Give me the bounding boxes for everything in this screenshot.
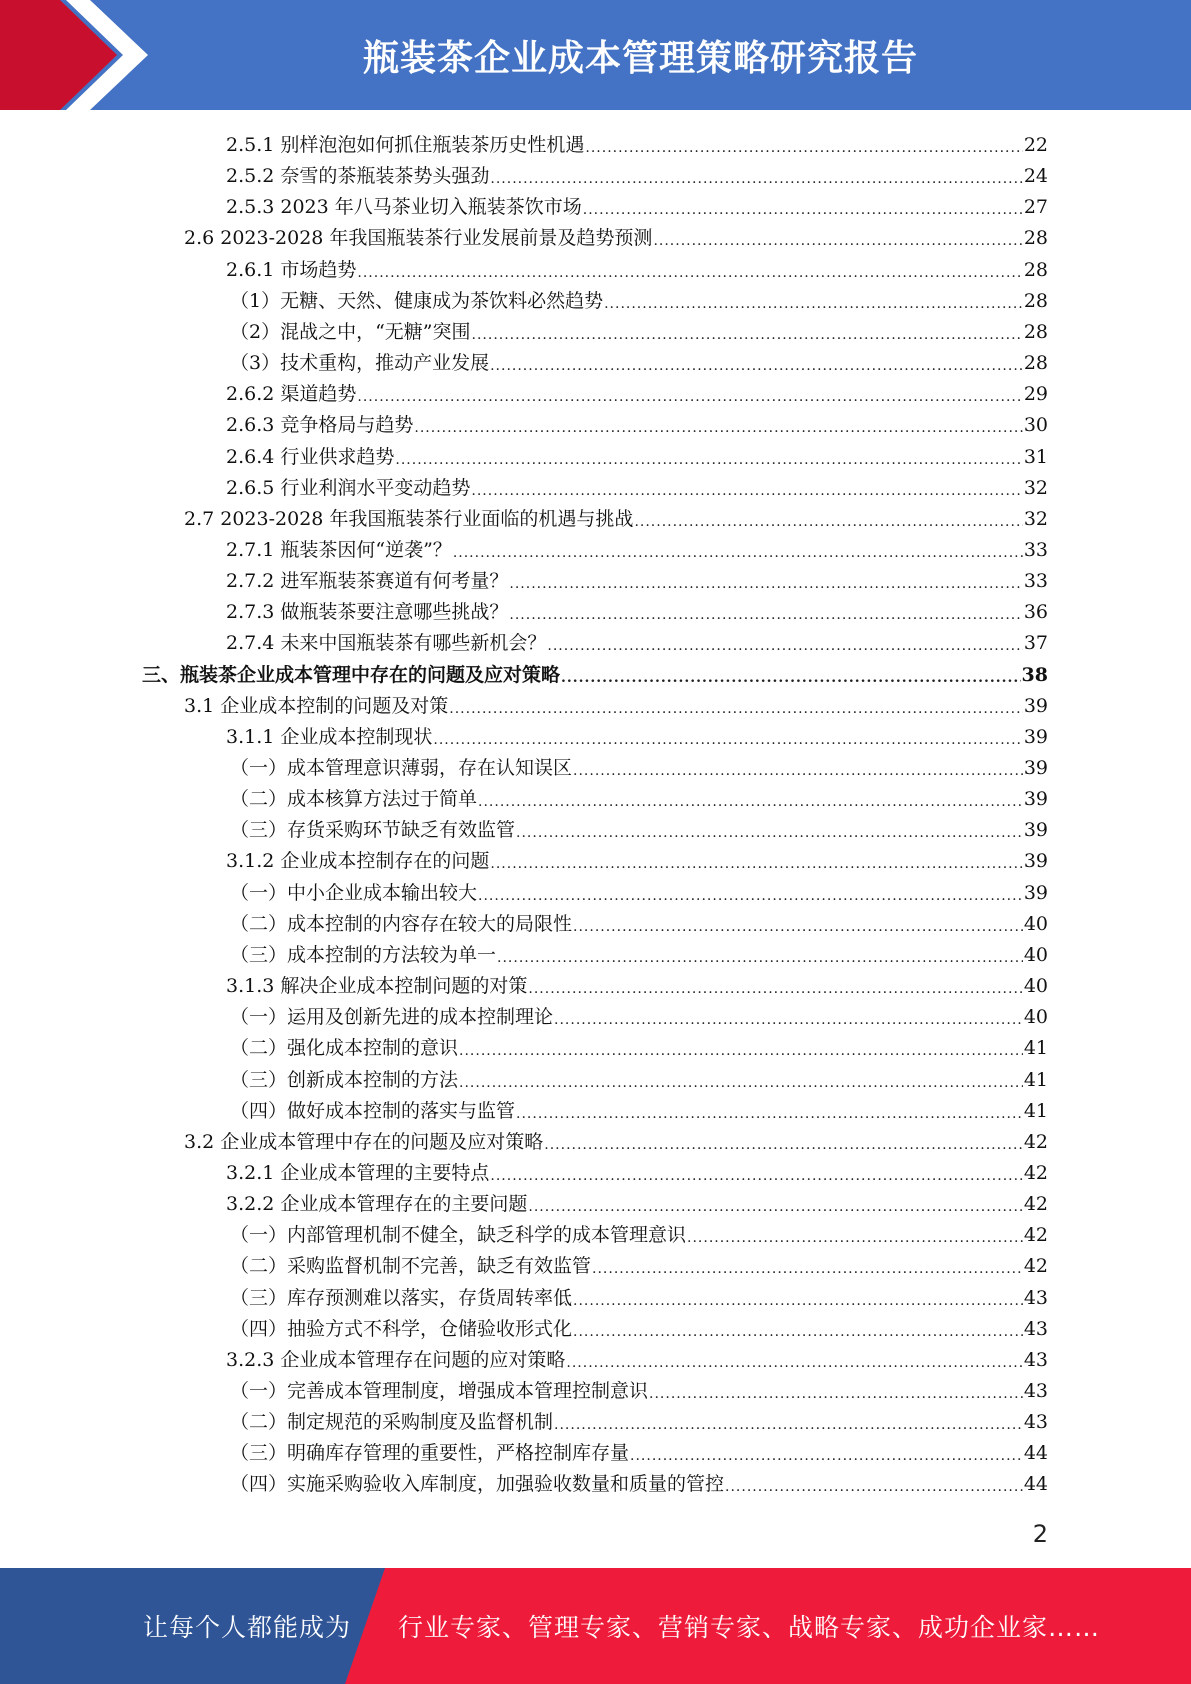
toc-entry-title: 2.7.2 进军瓶装茶赛道有何考量？ (226, 570, 509, 593)
toc-dot-leader (453, 537, 1023, 563)
toc-entry-title: 2.7 2023-2028 年我国瓶装茶行业面临的机遇与挑战 (184, 507, 634, 530)
toc-entry-page: 33 (1023, 538, 1048, 561)
toc-entry-page: 42 (1023, 1193, 1048, 1216)
toc-entry-page: 43 (1023, 1317, 1048, 1340)
toc-entry-title: 3.2.1 企业成本管理的主要特点 (226, 1161, 490, 1184)
toc-entry-title: （一）成本管理意识薄弱，存在认知误区 (230, 757, 573, 779)
toc-entry[interactable] (226, 719, 1048, 750)
toc-entry[interactable] (226, 563, 1048, 594)
toc-entry-title: 2.6.5 行业利润水平变动趋势 (226, 476, 471, 499)
toc-entry-title: 3.2 企业成本管理中存在的问题及应对策略 (184, 1130, 544, 1153)
toc-entry[interactable] (230, 1280, 1048, 1311)
toc-dot-leader (725, 1471, 1023, 1497)
toc-entry-title: 2.6.1 市场趋势 (226, 258, 357, 281)
toc-entry-page: 40 (1023, 975, 1048, 998)
toc-entry-page: 42 (1023, 1161, 1048, 1184)
toc-entry-title: （1）无糖、天然、健康成为茶饮料必然趋势 (230, 289, 604, 312)
toc-entry[interactable] (230, 345, 1048, 376)
toc-entry[interactable] (226, 252, 1048, 283)
footer-slogan-right: 行业专家、管理专家、营销专家、战略专家、成功企业家…… (398, 1613, 1101, 1642)
toc-entry-title: 3.2.3 企业成本管理存在问题的应对策略 (226, 1348, 566, 1371)
toc-entry-page: 30 (1023, 414, 1048, 437)
toc-entry-page: 40 (1023, 943, 1048, 966)
toc-entry[interactable] (230, 812, 1048, 843)
toc-dot-leader (687, 1222, 1023, 1248)
toc-entry-page: 28 (1023, 258, 1048, 281)
toc-entry-title: （三）存货采购环节缺乏有效监管 (230, 819, 516, 842)
toc-entry-title: 2.7.3 做瓶装茶要注意哪些挑战？ (226, 601, 509, 624)
toc-entry-page: 41 (1023, 1068, 1048, 1091)
toc-dot-leader (566, 1347, 1022, 1373)
toc-entry-page: 39 (1023, 694, 1048, 717)
toc-entry-title: 三、瓶装茶企业成本管理中存在的问题及应对策略 (142, 663, 561, 686)
toc-dot-leader (544, 1129, 1023, 1155)
toc-entry-page: 43 (1023, 1380, 1048, 1402)
toc-entry-page: 40 (1023, 1006, 1048, 1029)
toc-entry[interactable] (226, 189, 1048, 220)
toc-entry-page: 39 (1023, 725, 1048, 748)
toc-entry-page: 39 (1023, 788, 1048, 811)
toc-entry-page: 28 (1023, 352, 1048, 375)
toc-entry-page: 41 (1023, 1099, 1048, 1122)
toc-entry[interactable] (226, 127, 1048, 158)
toc-dot-leader (509, 599, 1022, 625)
toc-entry-page: 32 (1023, 476, 1048, 499)
toc-dot-leader (490, 1160, 1022, 1186)
footer-slogan-left: 让每个人都能成为 (143, 1613, 352, 1642)
toc-dot-leader (573, 1285, 1023, 1311)
toc-entry-page: 28 (1023, 227, 1048, 250)
toc-entry[interactable] (226, 1186, 1048, 1217)
toc-entry-title: （四）做好成本控制的落实与监管 (230, 1099, 516, 1122)
toc-dot-leader (554, 1409, 1023, 1435)
toc-entry-title: （四）抽验方式不科学，仓储验收形式化 (230, 1317, 573, 1340)
toc-dot-leader (554, 1004, 1023, 1030)
toc-dot-leader (573, 911, 1023, 937)
toc-entry-page: 43 (1023, 1411, 1048, 1434)
toc-entry-page: 39 (1023, 757, 1048, 779)
toc-dot-leader (509, 568, 1022, 594)
toc-entry-page: 31 (1023, 445, 1048, 468)
toc-entry[interactable] (226, 594, 1048, 625)
toc-entry[interactable] (226, 625, 1048, 656)
toc-dot-leader (583, 194, 1023, 220)
page-number: 2 (1032, 1520, 1048, 1548)
toc-entry[interactable] (226, 439, 1048, 470)
toc-entry-title: 3.1.3 解决企业成本控制问题的对策 (226, 975, 528, 998)
toc-entry-title: （三）库存预测难以落实，存货周转率低 (230, 1286, 573, 1309)
toc-entry-title: （二）成本核算方法过于简单 (230, 788, 478, 811)
toc-dot-leader (528, 973, 1022, 999)
toc-entry-title: （二）强化成本控制的意识 (230, 1037, 459, 1060)
toc-dot-leader (649, 1378, 1023, 1404)
toc-entry-page: 44 (1023, 1473, 1048, 1496)
document-title: 瓶装茶企业成本管理策略研究报告 (362, 37, 918, 79)
toc-entry-page: 42 (1023, 1224, 1048, 1247)
toc-entry-title: 3.1.2 企业成本控制存在的问题 (226, 850, 490, 873)
page-footer (0, 1568, 1191, 1684)
toc-entry-page: 38 (1021, 663, 1048, 686)
toc-entry-title: （3）技术重构，推动产业发展 (230, 352, 490, 375)
toc-entry[interactable] (230, 906, 1048, 937)
toc-entry[interactable] (230, 1404, 1048, 1435)
toc-entry-title: （二）制定规范的采购制度及监督机制 (230, 1411, 554, 1434)
toc-entry-page: 43 (1023, 1286, 1048, 1309)
toc-dot-leader (604, 288, 1023, 314)
toc-entry-page: 27 (1023, 196, 1048, 219)
toc-dot-leader (547, 630, 1022, 656)
toc-entry-page: 33 (1023, 570, 1048, 593)
toc-entry-title: 2.5.3 2023 年八马茶业切入瓶装茶饮市场 (226, 196, 582, 219)
toc-dot-leader (478, 880, 1023, 906)
toc-entry-title: （三）成本控制的方法较为单一 (230, 943, 497, 966)
toc-entry[interactable] (226, 470, 1048, 501)
toc-entry-title: （四）实施采购验收入库制度，加强验收数量和质量的管控 (230, 1473, 725, 1496)
toc-entry-title: （一）运用及创新先进的成本控制理论 (230, 1006, 554, 1029)
toc-entry[interactable] (226, 968, 1048, 999)
toc-dot-leader (516, 817, 1023, 843)
toc-entry[interactable] (230, 1311, 1048, 1342)
toc-entry[interactable] (230, 1435, 1048, 1466)
toc-entry[interactable] (226, 376, 1048, 407)
toc-entry[interactable] (226, 158, 1048, 189)
toc-dot-leader (653, 225, 1022, 251)
toc-entry-title: 2.5.1 别样泡泡如何抓住瓶装茶历史性机遇 (226, 134, 585, 156)
toc-dot-leader (472, 319, 1023, 345)
toc-entry-title: 2.6.4 行业供求趋势 (226, 445, 395, 468)
toc-entry-page: 40 (1023, 912, 1048, 935)
toc-entry[interactable] (230, 1217, 1048, 1248)
toc-dot-leader (414, 412, 1022, 438)
toc-entry-title: 2.6.3 竞争格局与趋势 (226, 414, 414, 437)
toc-entry-page: 28 (1023, 320, 1048, 343)
toc-entry[interactable] (226, 1155, 1048, 1186)
toc-entry[interactable] (230, 781, 1048, 812)
toc-dot-leader (357, 257, 1022, 283)
toc-entry[interactable] (230, 1030, 1048, 1061)
toc-entry-page: 39 (1023, 881, 1048, 904)
toc-entry-page: 44 (1023, 1442, 1048, 1465)
toc-entry-title: （三）创新成本控制的方法 (230, 1068, 459, 1091)
toc-entry-page: 22 (1023, 134, 1048, 156)
toc-dot-leader (471, 475, 1022, 501)
toc-entry-page: 39 (1023, 850, 1048, 873)
toc-entry[interactable] (230, 1062, 1048, 1093)
toc-entry[interactable] (230, 283, 1048, 314)
toc-dot-leader (585, 132, 1022, 158)
toc-dot-leader (478, 786, 1023, 812)
toc-entry[interactable] (184, 688, 1048, 719)
toc-entry[interactable] (230, 750, 1048, 781)
toc-entry[interactable] (230, 1373, 1048, 1404)
toc-entry-page: 24 (1023, 165, 1048, 188)
toc-entry-title: 3.1 企业成本控制的问题及对策 (184, 694, 449, 717)
toc-dot-leader (490, 848, 1022, 874)
toc-entry-title: 2.7.4 未来中国瓶装茶有哪些新机会？ (226, 632, 547, 655)
toc-entry-title: 2.6.2 渠道趋势 (226, 383, 357, 406)
toc-entry-page: 43 (1023, 1348, 1048, 1371)
toc-entry[interactable] (184, 220, 1048, 251)
toc-entry-title: （一）中小企业成本输出较大 (230, 881, 478, 904)
toc-dot-leader (516, 1098, 1023, 1124)
toc-dot-leader (573, 1316, 1023, 1342)
toc-entry[interactable] (226, 532, 1048, 563)
toc-entry[interactable] (230, 1093, 1048, 1124)
toc-dot-leader (573, 755, 1023, 781)
toc-entry[interactable] (226, 1342, 1048, 1373)
toc-entry[interactable] (230, 1466, 1048, 1497)
toc-entry-page: 37 (1023, 632, 1048, 655)
toc-entry[interactable] (230, 1248, 1048, 1279)
toc-entry-title: 3.2.2 企业成本管理存在的主要问题 (226, 1193, 528, 1216)
toc-dot-leader (497, 942, 1023, 968)
toc-entry-title: （二）采购监督机制不完善，缺乏有效监管 (230, 1255, 592, 1278)
toc-entry-page: 28 (1023, 289, 1048, 312)
toc-entry-page: 29 (1023, 383, 1048, 406)
toc-entry-page: 36 (1023, 601, 1048, 624)
toc-entry[interactable] (226, 407, 1048, 438)
toc-entry[interactable] (142, 657, 1048, 688)
toc-entry-title: （三）明确库存管理的重要性，严格控制库存量 (230, 1442, 630, 1465)
toc-entry-page: 42 (1023, 1130, 1048, 1153)
toc-entry[interactable] (226, 843, 1048, 874)
toc-entry[interactable] (230, 999, 1048, 1030)
toc-dot-leader (357, 381, 1022, 407)
toc-dot-leader (459, 1035, 1023, 1061)
toc-entry-title: （2）混战之中，“无糖”突围 (230, 320, 471, 343)
page-header (0, 0, 1191, 110)
toc-dot-leader (490, 163, 1022, 189)
toc-dot-leader (630, 1440, 1023, 1466)
toc-dot-leader (490, 350, 1023, 376)
toc-entry-page: 32 (1023, 507, 1048, 530)
toc-entry[interactable] (230, 937, 1048, 968)
toc-entry-title: 2.6 2023-2028 年我国瓶装茶行业发展前景及趋势预测 (184, 227, 653, 250)
toc-entry[interactable] (184, 1124, 1048, 1155)
toc-entry[interactable] (230, 314, 1048, 345)
toc-dot-leader (634, 506, 1022, 532)
toc-dot-leader (433, 724, 1022, 750)
toc-entry-title: （一）完善成本管理制度，增强成本管理控制意识 (230, 1380, 649, 1402)
toc-dot-leader (449, 693, 1023, 719)
toc-entry-title: 2.5.2 奈雪的茶瓶装茶势头强劲 (226, 165, 490, 188)
toc-dot-leader (592, 1253, 1023, 1279)
toc-dot-leader (459, 1067, 1023, 1093)
toc-entry-page: 41 (1023, 1037, 1048, 1060)
toc-entry-title: （二）成本控制的内容存在较大的局限性 (230, 912, 573, 935)
toc-entry[interactable] (184, 501, 1048, 532)
toc-entry-page: 42 (1023, 1255, 1048, 1278)
toc-dot-leader (528, 1191, 1022, 1217)
toc-dot-leader (395, 444, 1022, 470)
toc-entry-title: 3.1.1 企业成本控制现状 (226, 725, 433, 748)
toc-entry-title: （一）内部管理机制不健全，缺乏科学的成本管理意识 (230, 1224, 687, 1247)
toc-entry[interactable] (230, 875, 1048, 906)
toc-entry-title: 2.7.1 瓶装茶因何“逆袭”？ (226, 538, 452, 561)
toc-entry-page: 39 (1023, 819, 1048, 842)
toc-dot-leader (561, 662, 1021, 688)
